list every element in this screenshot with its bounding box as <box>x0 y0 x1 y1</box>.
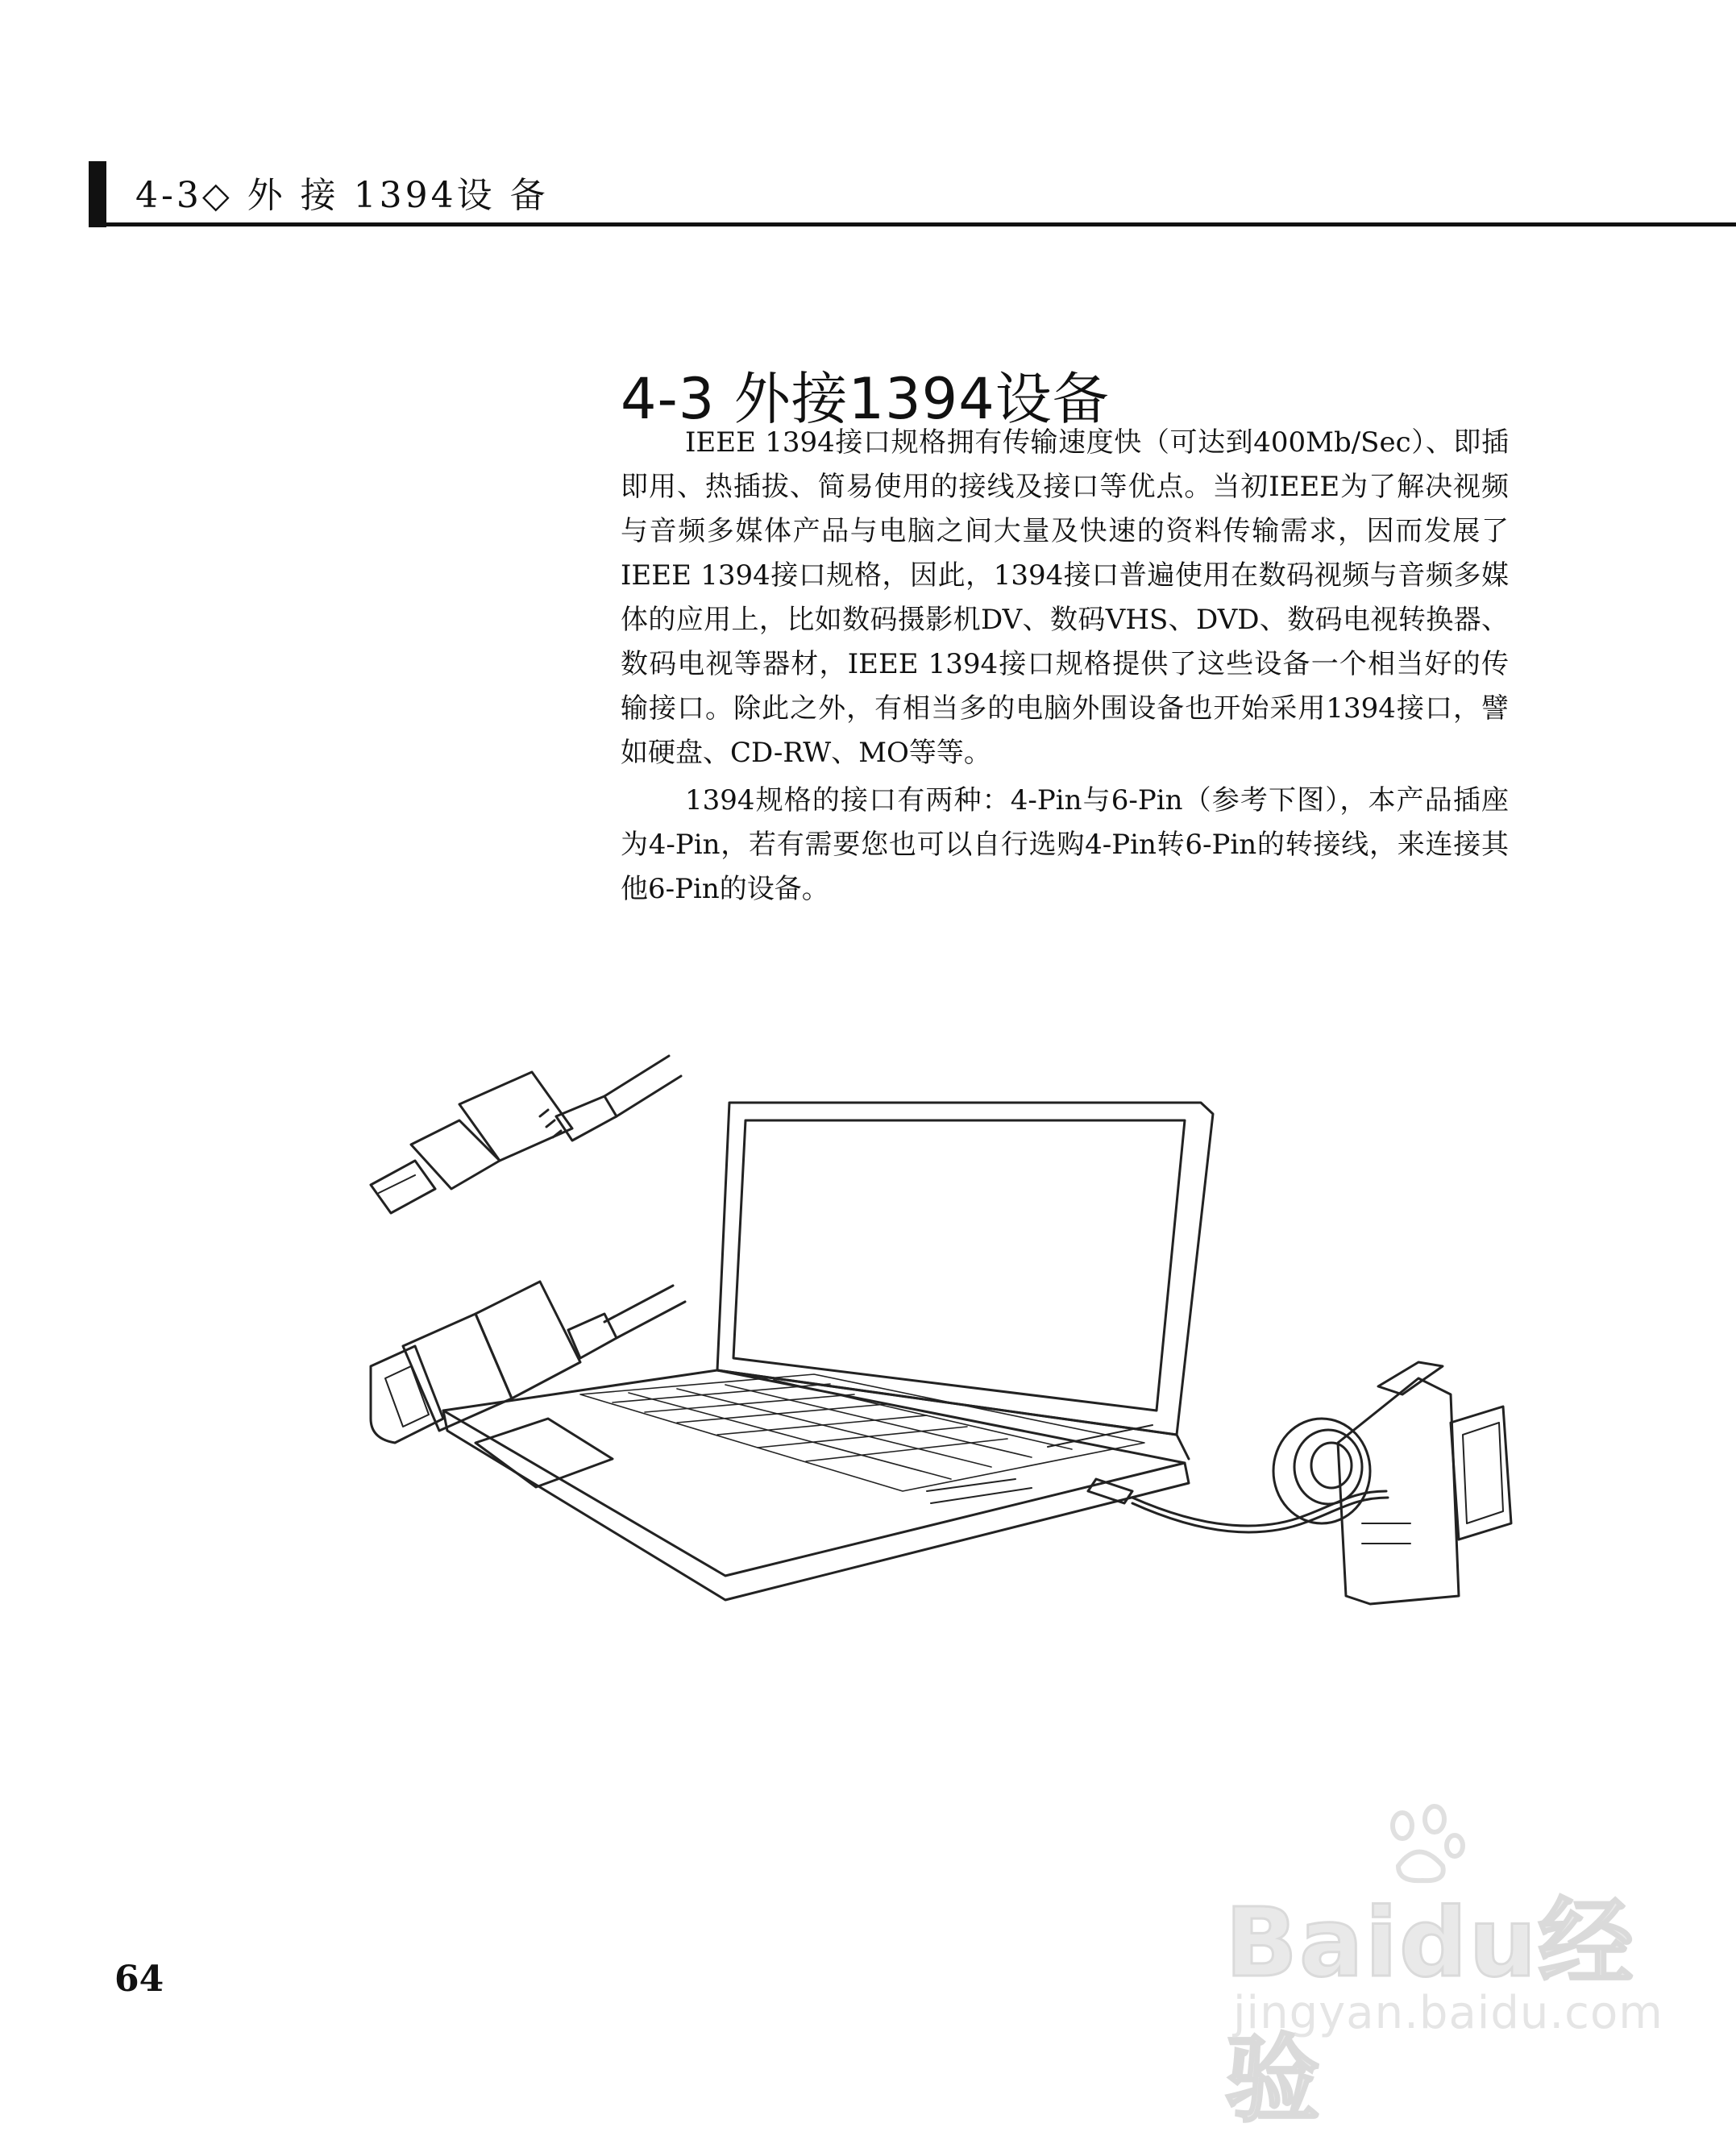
camcorder-icon <box>1273 1362 1511 1604</box>
running-head: 4-3◇ 外 接 1394设 备 <box>135 175 549 216</box>
watermark-url: jingyan.baidu.com <box>1233 1987 1663 2039</box>
watermark-logo: Baidu经验 <box>1225 1887 1635 2135</box>
laptop-icon <box>443 1103 1213 1600</box>
watermark <box>1225 1801 1663 2135</box>
section-title: 4-3 外接1394设备 <box>621 365 1110 432</box>
header-rule <box>89 222 1736 226</box>
header-marker-bar <box>89 161 106 227</box>
6-pin-connector-icon <box>371 1282 685 1443</box>
body-text <box>621 421 1509 915</box>
connection-figure <box>338 1040 1531 1620</box>
page-number: 64 <box>114 1959 164 2000</box>
body-paragraph: IEEE 1394接口规格拥有传输速度快（可达到400Mb/Sec）、即插即用、热插拔、简易使用的接线及接口等优点。当初IEEE为了解决视频与音频多媒体产品与电脑之间大量及快速的资料传输需求，因而发展了IEEE 1394接口规格，因此，1394接口普遍使用在数码视频与音频多媒体的应用上，比如数码摄影机DV、数码VHS、DVD、数码电视转换器、数码电视等器材，IEEE 1394接口规格提供了这些设备一个相当好的传输接口。除此之外，有相当多的电脑外围设备也开始采用1394接口，譬如硬盘、CD-RW、MO等等。 <box>621 426 1509 769</box>
4-pin-connector-icon <box>371 1056 681 1213</box>
body-paragraph: 1394规格的接口有两种：4-Pin与6-Pin（参考下图），本产品插座为4-Pin，若有需要您也可以自行选购4-Pin转6-Pin的转接线，来连接其他6-Pin的设备。 <box>621 784 1509 905</box>
